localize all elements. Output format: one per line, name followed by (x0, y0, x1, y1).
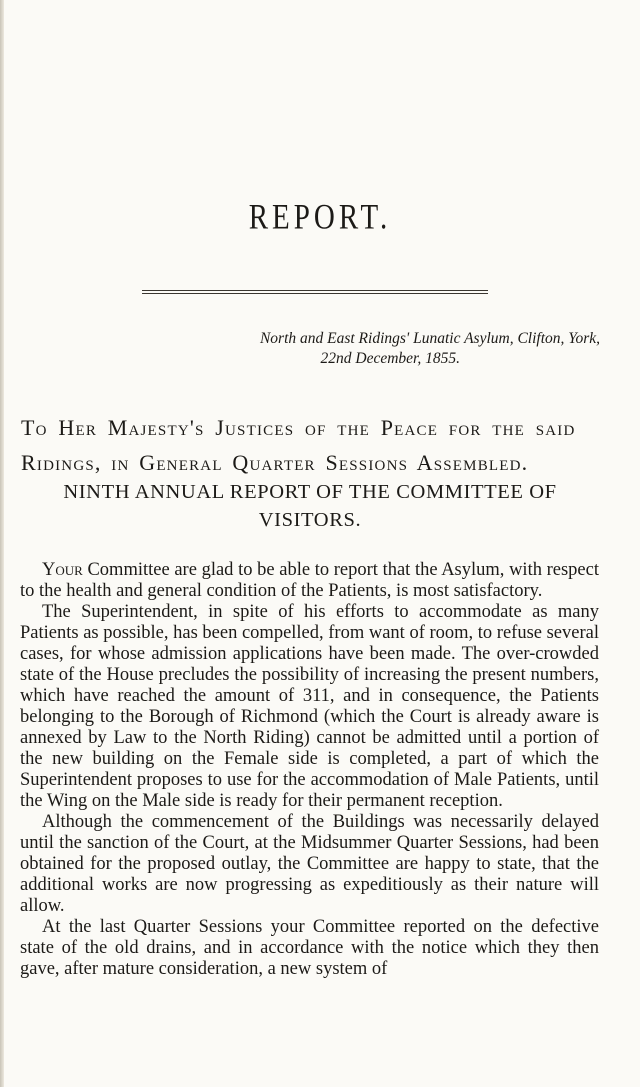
paragraph-text: At the last Quarter Sessions your Committee reported on the defective state of the old drains, and in accordance with the notice which they then gave, after mature consideration, a new system of (20, 917, 599, 979)
page-edge (0, 0, 4, 1087)
paragraph (20, 560, 599, 602)
paragraph (20, 917, 599, 980)
paragraph (20, 812, 599, 917)
report-body (20, 560, 599, 980)
paragraph-text: Committee are glad to be able to report that the Asylum, with respect to the health and general condition of the Patients, is most satisfactory. (20, 560, 599, 601)
paragraph-text: Although the commencement of the Buildings was necessarily delayed until the sanction of the Court, at the Midsummer Quarter Sessions, had been obtained for the proposed outlay, the Committee are happy to state, that the additional works are now progressing as expeditiously as their nature will allow. (20, 812, 599, 916)
title-rule (142, 290, 488, 294)
paragraph-lead: Your (42, 560, 83, 580)
paragraph-text: The Superintendent, in spite of his efforts to accommodate as many Patients as possible, has been compelled, from want of room, to refuse several cases, for whose admission applications have been made. The over-crowded state of the House precludes the possibility of increasing the present numbers, which have reached the amount of 311, and in consequence, the Patients belonging to the Borough of Richmond (which the Court is already aware is annexed by Law to the North Riding) cannot be admitted until a portion of the new building on the Female side is completed, a part of which the Superintendent proposes to use for the accommodation of Male Patients, until the Wing on the Male side is ready for their permanent reception. (20, 602, 599, 811)
address-line-1: To Her Majesty's Justices of the Peace for the said (21, 415, 576, 440)
paragraph (20, 602, 599, 812)
dateline-place: North and East Ridings' Lunatic Asylum, Clifton, York, (259, 330, 600, 347)
dateline-date: 22nd December, 1855. (320, 350, 460, 367)
report-heading: NINTH ANNUAL REPORT OF THE COMMITTEE OF VISITORS. (63, 481, 557, 531)
page-title: REPORT. (248, 197, 392, 237)
address-line-2: Ridings, in General Quarter Sessions Assembled. (21, 450, 529, 475)
